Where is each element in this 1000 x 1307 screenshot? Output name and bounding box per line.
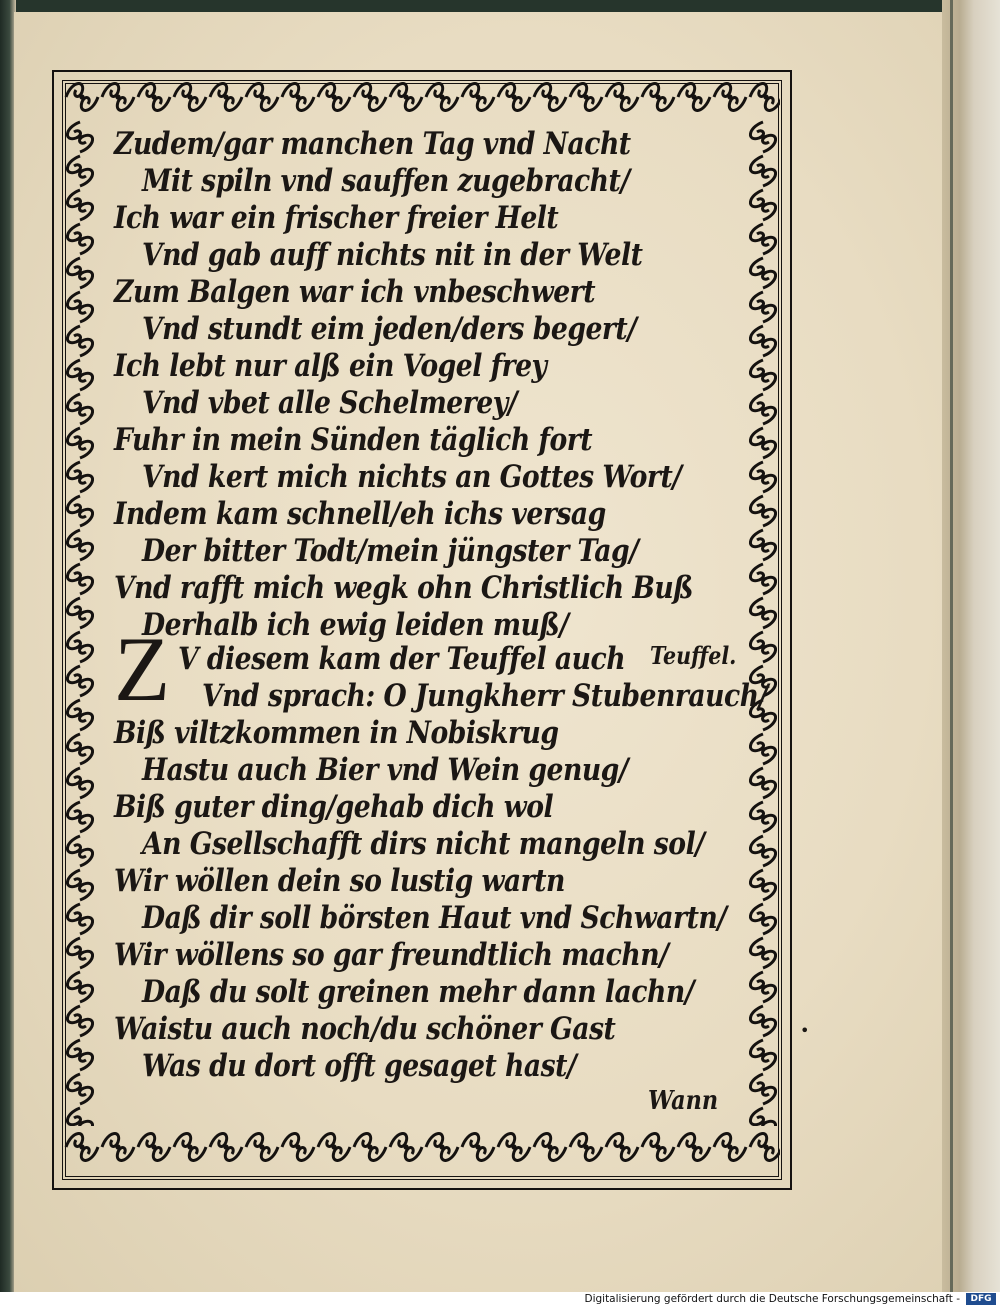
verse-line: Vnd rafft mich wegk ohn Christlich Buß [114,570,694,606]
verse-line: Derhalb ich ewig leiden muß/ [142,607,569,643]
verse-line: Biß guter ding/gehab dich wol [114,789,554,825]
verse-line: Vnd vbet alle Schelmerey/ [142,385,517,421]
verse-line: Vnd stundt eim jeden/ders begert/ [142,311,637,347]
verse-line: Vnd kert mich nichts an Gottes Wort/ [142,459,682,495]
verse-line: Vnd gab auff nichts nit in der Welt [142,237,643,273]
verse-line: Daß dir soll börsten Haut vnd Schwartn/ [142,900,727,936]
verse-line: Hastu auch Bier vnd Wein genug/ [142,752,629,788]
verse-text-block [112,124,768,1124]
catchword: Wann [648,1086,719,1116]
verse-line: Indem kam schnell/eh ichs versag [114,496,606,532]
verse-line: Wir wöllen dein so lustig wartn [114,863,565,899]
verse-line: Ich war ein frischer freier Helt [114,200,559,236]
drop-cap-initial: Z [114,618,171,720]
funding-credit: Digitalisierung gefördert durch die Deutsche Forschungsgemeinschaft - [584,1293,960,1305]
verse-line: Ich lebt nur alß ein Vogel frey [114,348,547,384]
verse-line: Zum Balgen war ich vnbeschwert [114,274,596,310]
verse-line: Was du dort offt gesaget hast/ [142,1048,577,1084]
next-page-edge [942,0,1000,1292]
verse-line: Daß du solt greinen mehr dann lachn/ [142,974,694,1010]
dfg-logo: DFG [966,1293,996,1305]
digitization-footer [0,1292,1000,1307]
ornamental-border-right [743,120,783,1126]
ornamental-border-bottom [64,1126,780,1168]
verse-line: Zudem/gar manchen Tag vnd Nacht [114,126,631,162]
verse-line: Vnd sprach: O Jungkherr Stubenrauch/ [202,678,768,714]
ornamental-border-top [64,76,780,118]
verse-line: Biß viltzkommen in Nobiskrug [114,715,559,751]
marginal-note: Teuffel. [650,641,737,670]
ink-mark: • [800,1021,810,1040]
verse-line: An Gsellschafft dirs nicht mangeln sol/ [142,826,705,862]
ornamental-border-left [60,120,100,1126]
verse-line: Fuhr in mein Sünden täglich fort [114,422,593,458]
verse-line: Mit spiln vnd sauffen zugebracht/ [142,163,630,199]
verse-line: Wir wöllens so gar freundtlich machn/ [114,937,669,973]
verse-line: V diesem kam der Teuffel auch [178,641,626,677]
verse-line: Waistu auch noch/du schöner Gast [114,1011,616,1047]
verse-line: Der bitter Todt/mein jüngster Tag/ [142,533,639,569]
